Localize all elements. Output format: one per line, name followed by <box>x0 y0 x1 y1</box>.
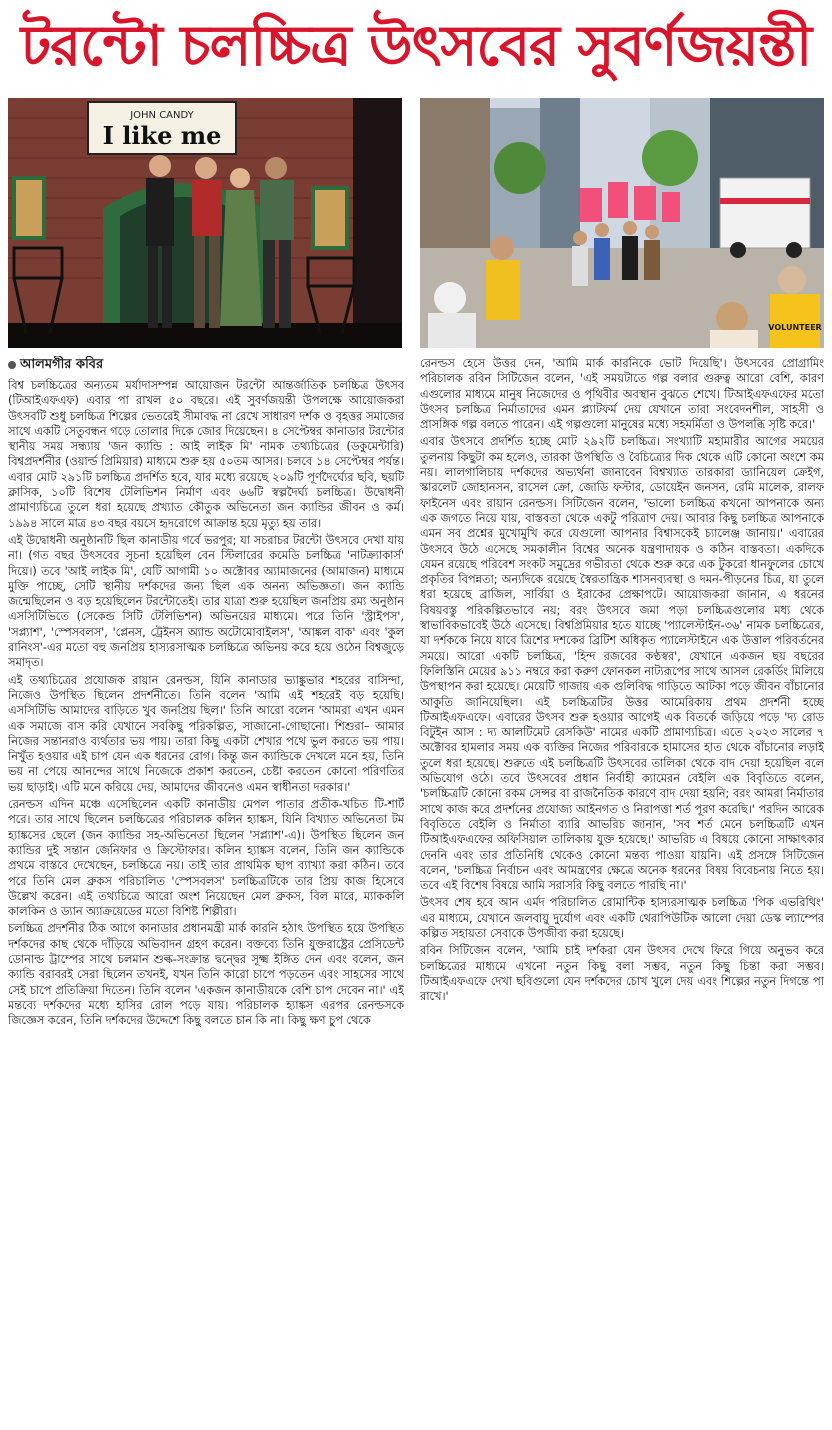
article-column-left <box>8 356 404 1422</box>
headline: টরন্টো চলচ্চিত্র উৎসবের সুবর্ণজয়ন্তী <box>20 14 812 79</box>
paragraph: বিশ্ব চলচ্চিত্রের অন্যতম মর্যাদাসম্পন্ন আয়োজন টরন্টো আন্তর্জাতিক চলচ্চিত্র উৎসব (টিআইএফএফ) এবার পা রাখল ৫০ বছরে। এই সুবর্ণজয়ন্তী উপলক্ষে আয়োজকরা উৎসবটি শুধু চলচ্চিত্র শিল্পের ভেতরেই সীমাবদ্ধ না রেখে সাধারণ দর্শক ও বৃহত্তর সমাজের সাথে একটি সেতুবন্ধন গড়ে তোলার দিকে জোর দিয়েছেন। ৪ সেপ্টেম্বর কানাডার টরন্টোর স্থানীয় সময় সন্ধ্যায় 'জন ক্যান্ডি : আই লাইক মি' নামক তথ্যচিত্রের (ডকুমেন্টারি) বিশ্বপ্রদর্শনীর (ওয়ার্ল্ড প্রিমিয়ার) মাধ্যমে শুরু হয় ৫০তম আসর। চলবে ১৪ সেপ্টেম্বর পর্যন্ত। এবার মোট ২৯১টি চলচ্চিত্র প্রদর্শিত হবে, যার মধ্যে রয়েছে ২০৯টি পূর্ণদৈর্ঘ্যের ছবি, ছয়টি ক্লাসিক, ১০টি বিশেষ টেলিভিশন নির্মাণ এবং ৬৬টি স্বল্পদৈর্ঘ্য চলচ্চিত্র। উদ্বোধনী প্রামাণ্যচিত্রে তুলে ধরা হয়েছে প্রখ্যাত কৌতুক অভিনেতা জন ক্যান্ডির জীবন ও কর্ম। ১৯৯৪ সালে মাত্র ৪৩ বছর বয়সে হৃদরোগে আক্রান্ত হয়ে মৃত্যু হয় তার। <box>8 379 404 530</box>
photo-premiere-stage <box>8 98 402 348</box>
paragraph: রবিন সিটিজেন বলেন, 'আমি চাই দর্শকরা যেন উৎসব দেখে ফিরে গিয়ে অনুভব করে চলচ্চিত্রের মাধ্যমে এখনো নতুন কিছু বলা সম্ভব, নতুন কিছু চিন্তা করা সম্ভব। টিআইএফএফে দেখা ছবিগুলো যেন দর্শকদের চোখ খুলে দেয় এবং শিল্পের নতুন দিগন্তে পা রাখে।' <box>420 944 824 1004</box>
paragraph: এই তথ্যচিত্রের প্রযোজক রায়ান রেনল্ডস, যিনি কানাডার ভ্যাঙ্কুভার শহরের বাসিন্দা, নিজেও উপস্থিত ছিলেন প্রদর্শনীতে। তিনি বলেন 'আমি এই শহরেই বড় হয়েছি। এসসিটিভি আমাদের বাড়িতে খুব জনপ্রিয় ছিল।' তিনি আরো বলেন 'আমরা এখন এমন এক সমাজে বাস করি যেখানে সবকিছু পরিকল্পিত, সাজানো-গোছানো। শিশুরা– আমার নিজের সন্তানরাও ব্যর্থতার ভয় পায়। তারা কিছু একটা শেখার পথে ভুল করতে ভয় পায়। নিখুঁত হওয়ার এই চাপ যেন এক ধরনের রোগ। কিন্তু জন ক্যান্ডিকে দেখলে মনে হয়, তিনি ভয় না পেয়ে আনন্দের সাথে নিজেকে প্রকাশ করতেন, চেষ্টা করতেন কোনো পরিণতির ভয় ছাড়াই। এটি মনে করিয়ে দেয়, আমাদের জীবনেও এমন স্বাধীনতা দরকার।' <box>8 673 404 794</box>
sign-small-text: JOHN CANDY <box>130 110 194 121</box>
sign-large-text: I like me <box>102 121 222 150</box>
paragraph: রেনল্ডস হেসে উত্তর দেন, 'আমি মার্ক কারনিকে ভোট দিয়েছি'। উৎসবের প্রোগ্রামিং পরিচালক রবিন সিটিজেন বলেন, 'এই সময়টাতে গল্প বলার গুরুত্ব আরো বেশি, কারণ এগুলোর মাধ্যমে মানুষ নিজেদের ও পৃথিবীর অবস্থান বুঝতে শেখে। টিআইএফএফের মতো উৎসব চলচ্চিত্র নির্মাতাদের এমন প্ল্যাটফর্ম দেয় যেখানে তারা সংবেদনশীল, সাহসী ও প্রাসঙ্গিক গল্প বলতে পারেন। এই গল্পগুলো মানুষের মধ্যে সহমর্মিতা ও উপলব্ধি সৃষ্টি করে।' <box>420 357 824 432</box>
paragraph: এবার উৎসবে প্রদর্শিত হচ্ছে মোট ২৯২টি চলচ্চিত্র। সংখ্যাটি মহামারীর আগের সময়ের তুলনায় কিছুটা কম হলেও, তারকা উপস্থিতি ও বৈচিত্র্যের দিক থেকে এটি কোনো অংশে কম নয়। লালগালিচায় দর্শকদের অভ্যর্থনা জানাবেন বিশ্বখ্যাত তারকারা ড্যানিয়েল ক্রেইগ, স্কারলেট জোহানসন, রাসেল ক্রো, জোডি ফস্টার, ডোয়েইন জনসন, রেমি মালেক, রালফ ফাইনেস এবং রায়ান রেনল্ডস। সিটিজেন বলেন, 'ভালো চলচ্চিত্র কখনো আপনাকে অন্য এক জগতে নিয়ে যায়, বাস্তবতা থেকে একটু পরিত্রাণ দেয়। আবার কিছু চলচ্চিত্র আপনাকে এমন সব প্রশ্নের মুখোমুখি করে যেগুলো আপনার বিশ্বাসকেই চ্যালেঞ্জ জানায়।' এবারের উৎসবে উঠে এসেছে সমকালীন বিশ্বের অনেক যন্ত্রণাদায়ক ও কঠিন বাস্তবতা। একদিকে যেমন রয়েছে পরিবেশ সংকট সমুদ্রের গভীরতা থেকে শুরু করে এক টুকরো ধানফুলের চোখে প্রকৃতির বিপন্নতা; অন্যদিকে রয়েছে স্বৈরতান্ত্রিক শাসনব্যবস্থা ও দমন-পীড়নের চিত্র, যা তুলে ধরা হয়েছে ব্রাজিল, সার্বিয়া ও ইরাকের প্রেক্ষাপটে। আয়োজকরা জানান, এ ধরনের বিষয়বস্তু পরিকল্পিতভাবে নয়; বরং উৎসবে জমা পড়া চলচ্চিত্রগুলোর মধ্য থেকে স্বাভাবিকভাবেই উঠে এসেছে। বিশ্বপ্রিমিয়ার হতে যাচ্ছে 'প্যালেস্টাইন-৩৬' নামক চলচ্চিত্রের, যা দর্শককে নিয়ে যাবে ত্রিশের দশকের ব্রিটিশ অধিকৃত প্যালেস্টাইনে এক উত্তাল পরিবর্তনের সময়ে। আরো একটি চলচ্চিত্র, 'হিন্দ রজবের কণ্ঠস্বর', যেখানে একজন ছয় বছরের ফিলিস্তিনি মেয়ের ৯১১ নম্বরে করা করুণ ফোনকল নাট্যরূপের সাথে আসল রেকর্ডিং মিলিয়ে উপস্থাপন করা হয়েছে। মেয়েটি গাজায় এক গুলিবিদ্ধ গাড়িতে আটকা পড়ে জীবন বাঁচানোর আকুতি জানিয়েছিল। এই চলচ্চিত্রটির উত্তর আমেরিকায় প্রথম প্রদর্শনী হচ্ছে টিআইএফএফে। এবারের উৎসব শুরু হওয়ার আগেই এক বিতর্কে জড়িয়ে পড়ে 'দ্য রোড বিটুইন আস : দ্য আলটিমেট রেসকিউ' নামের একটি প্রামাণ্যচিত্র। এতে ২০২৩ সালের ৭ অক্টোবর হামলার সময় এক ব্যক্তির নিজের পরিবারকে হামাসের হাত থেকে বাঁচানোর লড়াই তুলে ধরা হয়েছে। শুরুতে এই চলচ্চিত্রটি উৎসবের তালিকা থেকে বাদ দেয়া হয়েছিল বলে অভিযোগ ওঠে। তবে উৎসবের প্রধান নির্বাহী ক্যামেরন বেইলি এক বিবৃতিতে বলেন, 'চলচ্চিত্রটি কোনো রকম সেন্সর বা রাজনৈতিক কারণে বাদ দেয়া হয়নি; বরং আমরা নির্মাতার সাথে কাজ করে প্রদর্শনের প্রযোজ্য আইনগত ও নিরাপত্তা শর্ত পূরণ করেছি।' পরদিন আরেক বিবৃতিতে বেইলি ও নির্মাতা ব্যারি আভরিচ জানান, 'সব শর্ত মেনে চলচ্চিত্রটি এখন টিআইএফএফের অফিসিয়াল তালিকায় যুক্ত হয়েছে।' আভরিচ এ বিষয়ে কোনো সাক্ষাৎকার দেননি এবং তার প্রতিনিধি থেকেও কোনো মন্তব্য পাওয়া যায়নি। এই প্রসঙ্গে সিটিজেন বলেন, 'চলচ্চিত্র নির্বাচন এবং আমন্ত্রণের ক্ষেত্রে অনেক ধরনের বিষয় বিবেচনায় নিতে হয়। তবে এই বিশেষ বিষয়ে আমি সরাসরি কিছু বলতে পারছি না।' <box>420 435 824 893</box>
paragraph: চলচ্চিত্র প্রদর্শনীর ঠিক আগে কানাডার প্রধানমন্ত্রী মার্ক কারনি হঠাৎ উপস্থিত হয়ে উপস্থিত দর্শকদের কাছ থেকে দাঁড়িয়ে অভিবাদন গ্রহণ করেন। বক্তব্যে তিনি যুক্তরাষ্ট্রের প্রেসিডেন্ট ডোনাল্ড ট্রাম্পের সাথে চলমান শুল্ক-সংক্রান্ত দ্বন্দ্বের সূক্ষ্ম ইঙ্গিত দেন এবং বলেন, জন ক্যান্ডি বরাবরই সেরা ছিলেন তখনই, যখন তিনি কারো চাপে পড়তেন এবং সাহসের সাথে সেই চাপে প্রতিক্রিয়া দিতেন। তিনি বলেন 'একজন কানাডীয়কে বেশি চাপ দেবেন না।' এই মন্তব্যে দর্শকদের মধ্যে হাসির রোল পড়ে যায়। পরিচালক হ্যাঙ্কস এরপর রেনল্ডসকে জিজ্ঞেস করেন, তিনি দর্শকদের উদ্দেশে কিছু বলতে চান কি না। কিছু ক্ষণ চুপ থেকে <box>8 922 404 1028</box>
photo-street-festival <box>420 98 824 348</box>
paragraph: উৎসব শেষ হবে আন এর্মদ পরিচালিত রোমান্টিক হাস্যরসাত্মক চলচ্চিত্র 'পিক এভরিথিং' এর মাধ্যমে, যেখানে জলবায়ু দুর্যোগ এবং একটি থেরাপিউটিক আলো দেয়া ডেস্ক ল্যাম্পের কল্পিত সহায়তা সেবাকে উপজীব্য করা হয়েছে। <box>420 896 824 940</box>
paragraph: রেনল্ডস এদিন মঞ্চে এসেছিলেন একটি কানাডীয় মেপল পাতার প্রতীক-খচিত টি-শার্ট পরে। তার সাথে ছিলেন চলচ্চিত্রের পরিচালক কলিন হ্যাঙ্কস, যিনি বিখ্যাত অভিনেতা টম হ্যাঙ্কসের ছেলে (জন ক্যান্ডির সহ-অভিনেতা ছিলেন 'সপ্ল্যাশ'-এ)। উপস্থিত ছিলেন জন ক্যান্ডির দুই সন্তান জেনিফার ও ক্রিস্টোফার। কলিন হ্যাঙ্কস বলেন, তিনি জন ক্যান্ডিকে প্রথমে বাস্তবে দেখেছেন, চলচ্চিত্রে নয়। তাই তার প্রাথমিক ছাপ ব্যাখ্যা করা কঠিন। তবে পরে তিনি মেল ব্রুকস পরিচালিত 'স্পেসবলস' চলচ্চিত্রটিকে তার প্রিয় কাজ হিসেবে উল্লেখ করেন। এই তথ্যচিত্রে আরো অংশ নিয়েছেন মেল ব্রুকস, বিল মারে, ম্যাককলি কালকিন ও ড্যান অ্যাক্রয়েডের মতো বিশিষ্ট শিল্পীরা। <box>8 798 404 919</box>
volunteer-vest-text: VOLUNTEER <box>768 323 822 332</box>
byline <box>8 356 404 374</box>
byline-author: আলমগীর কবির <box>20 357 104 372</box>
paragraph: এই উদ্বোধনী অনুষ্ঠানটি ছিল কানাডীয় গর্বে ভরপুর; যা সচরাচর টরন্টো উৎসবে দেখা যায় না। (গত বছর উৎসবের সূচনা হয়েছিল বেন স্টিলারের কমেডি চলচ্চিত্র 'নাটক্র্যাকার্স' দিয়ে।) তবে 'আই লাইক মি', যেটি আগামী ১০ অক্টোবর অ্যামাজনের (আমাজন) মাধ্যমে মুক্তি পাচ্ছে, সেটি স্থানীয় দর্শকদের জন্য ছিল এক অনন্য অভিজ্ঞতা। জন ক্যান্ডি জন্মেছিলেন ও বড় হয়েছিলেন টরন্টোতেই। তার যাত্রা শুরু হয়েছিল জনপ্রিয় রম্য অনুষ্ঠান এসসিটিভিতে (সেকেন্ড সিটি টেলিভিশন) অভিনয়ের মাধ্যমে। পরে তিনি 'স্ট্রাইপস', 'সপ্ল্যাশ', 'স্পেসবলস', 'প্লেনস, ট্রেইনস অ্যান্ড অটোমোবাইলস', 'আঙ্কল বাক' এবং 'কুল রানিংস'-এর মতো বহু জনপ্রিয় হাস্যরসাত্মক চলচ্চিত্রে অভিনয় করে হয়ে ওঠেন বিশ্বজুড়ে সমাদৃত। <box>8 533 404 670</box>
article-column-right <box>420 356 824 1422</box>
bullet-icon <box>8 361 16 369</box>
